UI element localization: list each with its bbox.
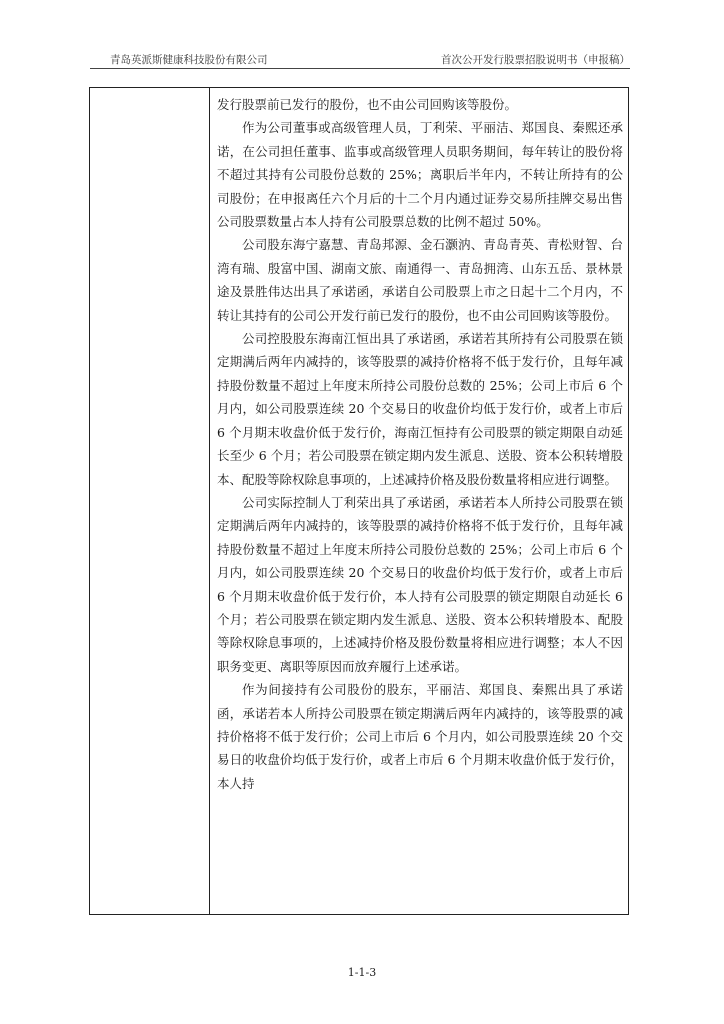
paragraph-director-commitment: 作为公司董事或高级管理人员，丁利荣、平丽洁、郑国良、秦熙还承诺，在公司担任董事、监事或高级管理人员职务期间，每年转让的股份将不超过其持有公司股份总数的 25%；离职后半年内，不转让所持有的公司股份；在申报离任六个月后的十二个月内通过证券交易所挂牌交易出售公司股票数量占本人持有公司股票总数的比例不超过 50%。	[217, 120, 623, 230]
page-number: 1-1-3	[347, 966, 377, 979]
paragraph-controlling-shareholder-commitment: 公司控股股东海南江恒出具了承诺函，承诺若其所持有公司股票在锁定期满后两年内减持的，该等股票的减持价格将不低于发行价，且每年减持股份数量不超过上年度末所持公司股份总数的 25%；公司上市后 6 个月内，如公司股票连续 20 个交易日的收盘价均低于发行价，或者上市后 6 个月期末收盘价低于发行价，海南江恒持有公司股票的锁定期限自动延长至少 6 个月；若公司股票在锁定期内发生派息、送股、资本公积转增股本、配股等除权除息事项的，上述减持价格及股份数量将相应进行调整。	[217, 331, 623, 487]
header-divider	[90, 68, 630, 69]
paragraph-shareholders-commitment: 公司股东海宁嘉慧、青岛邦源、金石灏汭、青岛青英、青松财智、台湾有瑞、殷富中国、湖南文旅、南通得一、青岛拥湾、山东五岳、景林景途及景胜伟达出具了承诺函，承诺自公司股票上市之日起十二个月内，不转让其持有的公司公开发行前已发行的股份，也不由公司回购该等股份。	[217, 237, 623, 323]
header-company-name: 青岛英派斯健康科技股份有限公司	[110, 54, 268, 66]
header-document-title: 首次公开发行股票招股说明书（申报稿）	[441, 54, 630, 66]
content-table	[89, 87, 629, 915]
column-divider	[209, 88, 210, 914]
table-cell-content	[217, 93, 623, 795]
paragraph-actual-controller-commitment: 公司实际控制人丁利荣出具了承诺函，承诺若本人所持公司股票在锁定期满后两年内减持的，该等股票的减持价格将不低于发行价，且每年减持股份数量不超过上年度末所持公司股份总数的 25%；公司上市后 6 个月内，如公司股票连续 20 个交易日的收盘价均低于发行价，或者上市后 6 个月期末收盘价低于发行价，本人持有公司股票的锁定期限自动延长 6 个月；若公司股票在锁定期内发生派息、送股、资本公积转增股本、配股等除权除息事项的，上述减持价格及股份数量将相应进行调整；本人不因职务变更、离职等原因而放弃履行上述承诺。	[217, 494, 623, 674]
page-header	[90, 52, 630, 68]
paragraph-indirect-shareholders-commitment: 作为间接持有公司股份的股东，平丽洁、郑国良、秦熙出具了承诺函，承诺若本人所持公司股票在锁定期满后两年内减持的，该等股票的减持价格将不低于发行价；公司上市后 6 个月内，如公司股票连续 20 个交易日的收盘价均低于发行价，或者上市后 6 个月期末收盘价低于发行价，本人持	[217, 682, 623, 791]
paragraph-continuation: 发行股票前已发行的股份，也不由公司回购该等股份。	[217, 97, 518, 112]
